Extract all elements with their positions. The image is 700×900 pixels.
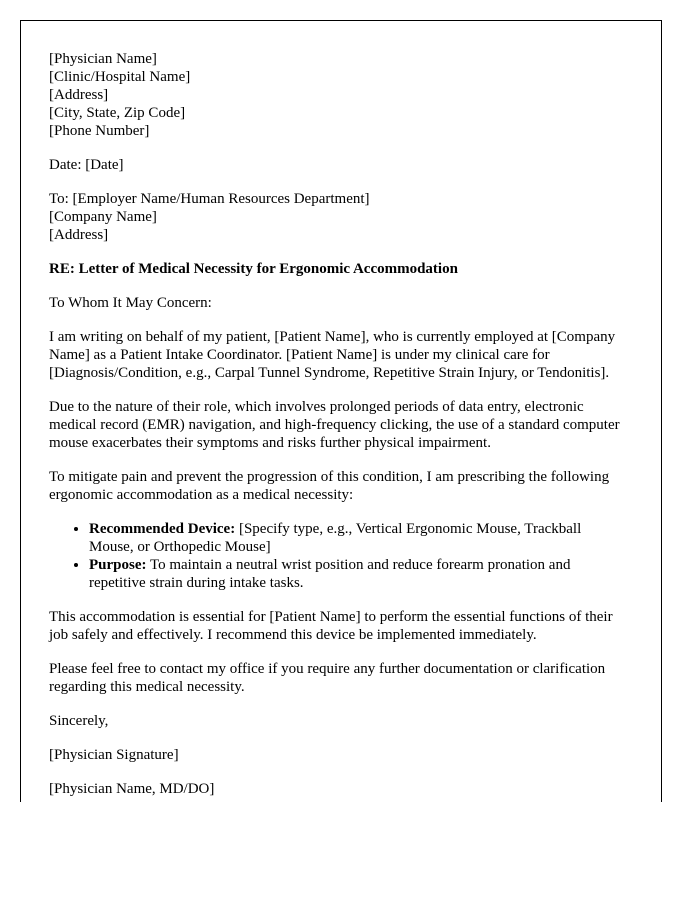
closing-paragraph-1: This accommodation is essential for [Patient Name] to perform the essential functions of their job safely and effectively. I recommend this device be implemented immediately.	[49, 609, 613, 643]
letter-page	[20, 20, 662, 802]
sender-block	[49, 50, 629, 140]
signoff: Sincerely,	[49, 713, 109, 729]
letter-content	[49, 50, 629, 802]
list-item-purpose-label: Purpose:	[89, 557, 147, 573]
recipient-company: [Company Name]	[49, 209, 157, 225]
accommodation-list	[49, 520, 629, 592]
body-paragraph-2: Due to the nature of their role, which involves prolonged periods of data entry, electronic medical record (EMR) navigation, and high-frequency clicking, the use of a standard computer mouse exacerbates their symptoms and risks further physical impairment.	[49, 399, 620, 451]
date-line: Date: [Date]	[49, 157, 124, 173]
printed-name: [Physician Name, MD/DO]	[49, 781, 215, 797]
list-item-device	[89, 520, 629, 556]
body-paragraph-3: To mitigate pain and prevent the progression of this condition, I am prescribing the following ergonomic accommodation as a medical necessity:	[49, 469, 610, 503]
body-paragraph-1: I am writing on behalf of my patient, [Patient Name], who is currently employed at [Company Name] as a Patient Intake Coordinator. [Patient Name] is under my clinical care for [Diagnosis/Condition, e.g., Carpal Tunnel Syndrome, Repetitive Strain Injury, or Tendonitis].	[49, 329, 616, 381]
recipient-address: [Address]	[49, 227, 109, 243]
list-item-purpose-text: To maintain a neutral wrist position and reduce forearm pronation and repetitive strain during intake tasks.	[89, 557, 571, 591]
sender-phone: [Phone Number]	[49, 123, 150, 139]
sender-clinic-name: [Clinic/Hospital Name]	[49, 69, 191, 85]
list-item-device-text: [Specify type, e.g., Vertical Ergonomic Mouse, Trackball Mouse, or Orthopedic Mouse]	[89, 521, 582, 555]
sender-physician-name: [Physician Name]	[49, 51, 157, 67]
salutation: To Whom It May Concern:	[49, 295, 212, 311]
recipient-to-line: To: [Employer Name/Human Resources Department]	[49, 191, 370, 207]
signature-line: [Physician Signature]	[49, 747, 179, 763]
subject-line: RE: Letter of Medical Necessity for Ergonomic Accommodation	[49, 261, 458, 277]
list-item-device-label: Recommended Device:	[89, 521, 236, 537]
recipient-block	[49, 190, 629, 244]
list-item-purpose	[89, 556, 629, 592]
closing-paragraph-2: Please feel free to contact my office if you require any further documentation or clarification regarding this medical necessity.	[49, 661, 606, 695]
sender-address: [Address]	[49, 87, 109, 103]
sender-city-state-zip: [City, State, Zip Code]	[49, 105, 186, 121]
